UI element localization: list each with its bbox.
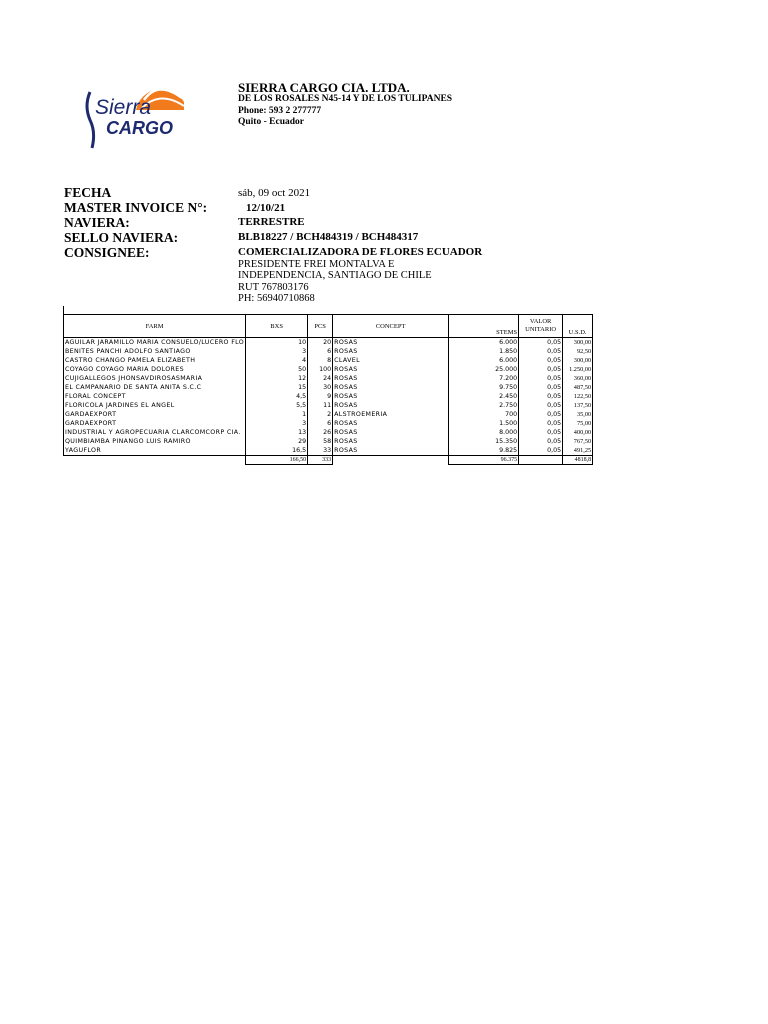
valor-cell: 0,05 (519, 347, 563, 356)
total-stems: 96.375 (449, 456, 519, 465)
farm-cell: CUJIGALLEGOS JHONSAVDIROSASMARIA (64, 374, 246, 383)
pcs-cell: 20 (308, 338, 333, 348)
col-stems-header: STEMS (449, 315, 519, 338)
concept-cell: ROSAS (333, 392, 449, 401)
concept-cell: CLAVEL (333, 356, 449, 365)
usd-cell: 767,50 (563, 437, 593, 446)
bxs-cell: 3 (246, 419, 308, 428)
farm-cell: FLORAL CONCEPT (64, 392, 246, 401)
consignee-rut: RUT 767803176 (238, 282, 309, 293)
stems-cell: 6.000 (449, 338, 519, 348)
table-body (64, 338, 593, 456)
total-pcs: 333 (308, 456, 333, 465)
col-usd-header: U.S.D. (563, 315, 593, 338)
concept-cell: ROSAS (333, 419, 449, 428)
usd-cell: 122,50 (563, 392, 593, 401)
totals-spacer (519, 456, 563, 465)
valor-cell: 0,05 (519, 356, 563, 365)
table-row (64, 428, 593, 437)
concept-cell: ROSAS (333, 437, 449, 446)
table-row (64, 410, 593, 419)
col-pcs-header: PCS (308, 315, 333, 338)
pcs-cell: 8 (308, 356, 333, 365)
farm-cell: GARDAEXPORT (64, 410, 246, 419)
table-row (64, 419, 593, 428)
col-bxs-header: BXS (246, 315, 308, 338)
stems-cell: 25.000 (449, 365, 519, 374)
stems-cell: 1.500 (449, 419, 519, 428)
total-bxs: 166,50 (246, 456, 308, 465)
valor-cell: 0,05 (519, 428, 563, 437)
naviera-label: NAVIERA: (64, 215, 130, 230)
bxs-cell: 29 (246, 437, 308, 446)
valor-cell: 0,05 (519, 383, 563, 392)
farm-cell: YAGUFLOR (64, 446, 246, 456)
stems-cell: 1.850 (449, 347, 519, 356)
valor-cell: 0,05 (519, 437, 563, 446)
bxs-cell: 12 (246, 374, 308, 383)
col-farm-header: FARM (64, 315, 246, 338)
total-usd: 4818,8 (563, 456, 593, 465)
farm-cell: EL CAMPANARIO DE SANTA ANITA S.C.C (64, 383, 246, 392)
concept-cell: ROSAS (333, 374, 449, 383)
company-city: Quito - Ecuador (238, 117, 304, 127)
valor-cell: 0,05 (519, 374, 563, 383)
bxs-cell: 5,5 (246, 401, 308, 410)
totals-spacer (333, 456, 449, 465)
bxs-cell: 3 (246, 347, 308, 356)
concept-cell: ROSAS (333, 383, 449, 392)
totals-spacer (64, 456, 246, 465)
logo-text-cargo: CARGO (106, 118, 173, 138)
invoice-table (63, 314, 593, 465)
table-row (64, 338, 593, 348)
pcs-cell: 2 (308, 410, 333, 419)
pcs-cell: 24 (308, 374, 333, 383)
table-row (64, 392, 593, 401)
bxs-cell: 16,5 (246, 446, 308, 456)
company-name: SIERRA CARGO CIA. LTDA. (238, 80, 410, 95)
pcs-cell: 33 (308, 446, 333, 456)
concept-cell: ROSAS (333, 428, 449, 437)
consignee-label: CONSIGNEE: (64, 245, 150, 260)
pcs-cell: 100 (308, 365, 333, 374)
stems-cell: 9.750 (449, 383, 519, 392)
usd-cell: 491,25 (563, 446, 593, 456)
valor-cell: 0,05 (519, 410, 563, 419)
pcs-cell: 58 (308, 437, 333, 446)
invoice-label: MASTER INVOICE N°: (64, 200, 208, 215)
usd-cell: 487,50 (563, 383, 593, 392)
usd-cell: 360,00 (563, 374, 593, 383)
bxs-cell: 13 (246, 428, 308, 437)
farm-cell: INDUSTRIAL Y AGROPECUARIA CLARCOMCORP CIA. (64, 428, 246, 437)
sierra-cargo-logo (80, 68, 192, 154)
farm-cell: FLORICOLA JARDINES EL ANGEL (64, 401, 246, 410)
totals-row (64, 456, 593, 465)
valor-cell: 0,05 (519, 401, 563, 410)
farm-cell: BENITES PANCHI ADOLFO SANTIAGO (64, 347, 246, 356)
concept-cell: ROSAS (333, 401, 449, 410)
valor-cell: 0,05 (519, 338, 563, 348)
usd-cell: 300,00 (563, 338, 593, 348)
concept-cell: ROSAS (333, 347, 449, 356)
table-row (64, 374, 593, 383)
stems-cell: 6.000 (449, 356, 519, 365)
pcs-cell: 26 (308, 428, 333, 437)
col-valor-header (519, 315, 563, 338)
valor-cell: 0,05 (519, 419, 563, 428)
farm-cell: GARDAEXPORT (64, 419, 246, 428)
table-row (64, 347, 593, 356)
stems-cell: 7.200 (449, 374, 519, 383)
logo-swoosh (87, 92, 94, 148)
usd-cell: 92,50 (563, 347, 593, 356)
bxs-cell: 1 (246, 410, 308, 419)
consignee-address-1: PRESIDENTE FREI MONTALVA E (238, 259, 395, 270)
fecha-value: sáb, 09 oct 2021 (238, 187, 311, 199)
bxs-cell: 4,5 (246, 392, 308, 401)
table-row (64, 446, 593, 456)
col-valor-header-line2: UNITARIO (525, 326, 557, 333)
farm-cell: AGUILAR JARAMILLO MARIA CONSUELO/LUCERO FLO (65, 339, 245, 346)
logo-text-sierra: Sierra (95, 96, 152, 119)
pcs-cell: 6 (308, 419, 333, 428)
pcs-cell: 11 (308, 401, 333, 410)
table-row (64, 383, 593, 392)
valor-cell: 0,05 (519, 392, 563, 401)
stems-cell: 8.000 (449, 428, 519, 437)
table-header-row (64, 315, 593, 338)
stems-cell: 9.825 (449, 446, 519, 456)
fecha-label: FECHA (64, 185, 112, 200)
bxs-cell: 15 (246, 383, 308, 392)
concept-cell: ROSAS (333, 365, 449, 374)
usd-cell: 400,00 (563, 428, 593, 437)
table-row (64, 356, 593, 365)
sello-value: BLB18227 / BCH484319 / BCH484317 (238, 231, 419, 243)
concept-cell: ROSAS (333, 338, 449, 348)
company-address: DE LOS ROSALES N45-14 Y DE LOS TULIPANES (238, 94, 453, 104)
concept-cell: ALSTROEMERIA (333, 410, 449, 419)
col-concept-header: CONCEPT (333, 315, 449, 338)
farm-cell: COYAGO COYAGO MARIA DOLORES (64, 365, 246, 374)
table-row (64, 365, 593, 374)
sello-label: SELLO NAVIERA: (64, 230, 179, 245)
stems-cell: 2.450 (449, 392, 519, 401)
usd-cell: 75,00 (563, 419, 593, 428)
farm-cell: QUIMBIAMBA PINANGO LUIS RAMIRO (64, 437, 246, 446)
bxs-cell: 50 (246, 365, 308, 374)
stems-cell: 2.750 (449, 401, 519, 410)
farm-cell: CASTRO CHANGO PAMELA ELIZABETH (64, 356, 246, 365)
consignee-name: COMERCIALIZADORA DE FLORES ECUADOR (238, 246, 483, 258)
usd-cell: 300,00 (563, 356, 593, 365)
consignee-phone: PH: 56940710868 (238, 293, 315, 304)
usd-cell: 137,50 (563, 401, 593, 410)
company-phone: Phone: 593 2 277777 (238, 106, 322, 116)
table-corner-mark (63, 306, 64, 314)
valor-cell: 0,05 (519, 365, 563, 374)
invoice-number: 12/10/21 (246, 202, 286, 214)
stems-cell: 700 (449, 410, 519, 419)
usd-cell: 1.250,00 (563, 365, 593, 374)
usd-cell: 35,00 (563, 410, 593, 419)
table-row (64, 437, 593, 446)
valor-cell: 0,05 (519, 446, 563, 456)
concept-cell: ROSAS (333, 446, 449, 456)
stems-cell: 15.350 (449, 437, 519, 446)
table-row (64, 401, 593, 410)
pcs-cell: 9 (308, 392, 333, 401)
bxs-cell: 4 (246, 356, 308, 365)
consignee-address-2: INDEPENDENCIA, SANTIAGO DE CHILE (238, 270, 432, 281)
pcs-cell: 6 (308, 347, 333, 356)
pcs-cell: 30 (308, 383, 333, 392)
bxs-cell: 10 (246, 338, 308, 348)
naviera-value: TERRESTRE (238, 216, 305, 228)
col-valor-header-line1: VALOR (529, 318, 552, 325)
